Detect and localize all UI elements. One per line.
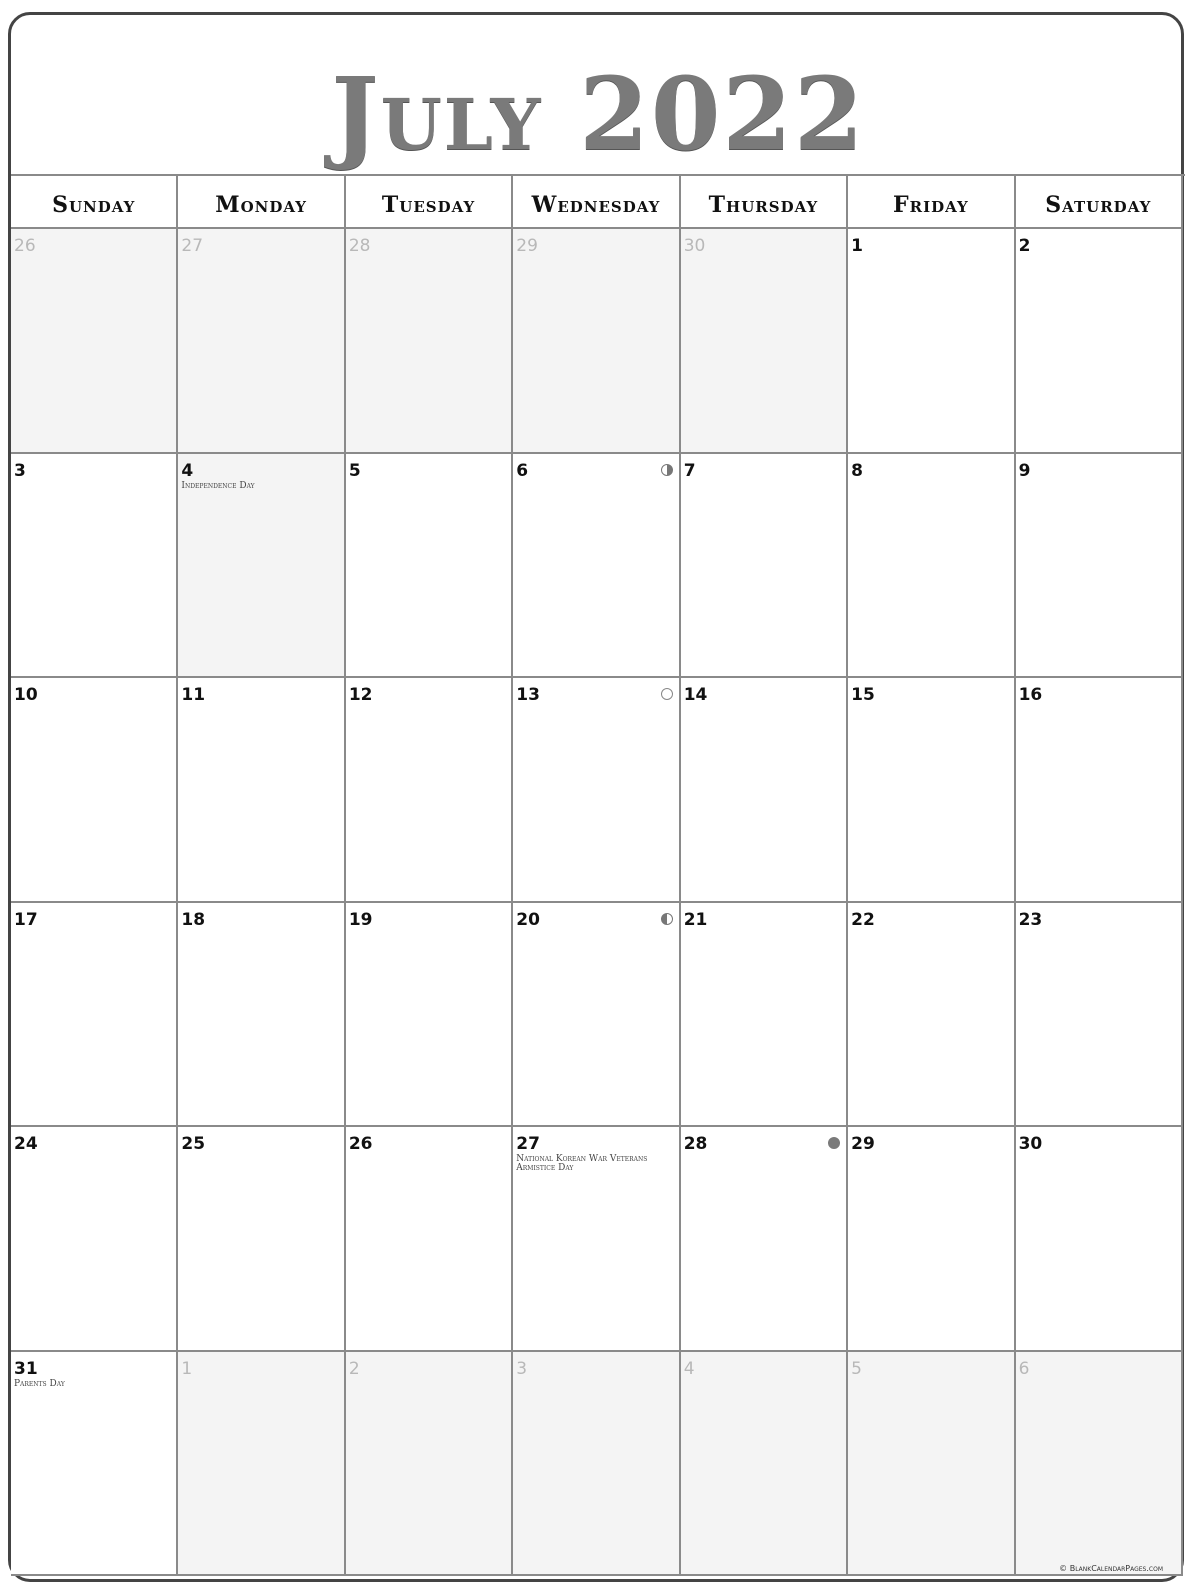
day-number: 19	[348, 909, 373, 930]
day-number: 26	[14, 236, 36, 256]
day-number: 26	[348, 1134, 373, 1154]
day-number: 6	[1018, 1358, 1030, 1379]
calendar-title: July 2022	[331, 55, 866, 173]
adjacent-month-day-cell	[1016, 1352, 1183, 1577]
weekday-header: Friday	[848, 176, 1015, 229]
weekday-header: Tuesday	[346, 176, 513, 229]
adjacent-month-day-cell	[681, 229, 848, 454]
day-cell	[681, 454, 848, 679]
day-cell	[346, 454, 513, 679]
day-cell	[11, 454, 178, 679]
weekday-header: Sunday	[11, 176, 178, 229]
adjacent-month-day-cell	[346, 1352, 513, 1577]
adjacent-month-day-cell	[513, 229, 680, 454]
day-number: 1	[181, 1358, 193, 1379]
holiday-label: National Korean War Veterans Armistice Day	[516, 1154, 648, 1173]
day-number: 2	[348, 1358, 360, 1379]
day-number: 28	[683, 1134, 708, 1154]
moon-first-icon	[661, 464, 673, 476]
day-number: 7	[683, 460, 696, 481]
day-cell	[178, 678, 345, 903]
day-number: 16	[1018, 685, 1043, 705]
moon-last-icon	[661, 913, 673, 925]
day-number: 29	[851, 1134, 875, 1154]
day-cell	[848, 1127, 1015, 1352]
day-cell	[178, 454, 345, 679]
day-cell	[848, 229, 1015, 454]
day-number: 10	[14, 685, 38, 705]
adjacent-month-day-cell	[848, 1352, 1015, 1577]
day-number: 27	[516, 1134, 540, 1154]
day-number: 15	[851, 685, 875, 705]
day-cell	[11, 678, 178, 903]
day-number: 22	[851, 909, 875, 930]
copyright-text: © BlankCalendarPages.com	[1059, 1564, 1163, 1573]
calendar-grid	[11, 176, 1183, 1576]
adjacent-month-day-cell	[11, 229, 178, 454]
day-cell	[513, 1127, 680, 1352]
day-number: 21	[683, 909, 708, 930]
day-cell	[513, 454, 680, 679]
day-number: 14	[683, 685, 708, 705]
day-number: 20	[516, 909, 540, 930]
day-number: 31	[14, 1358, 38, 1379]
day-number: 30	[1018, 1134, 1043, 1154]
day-cell	[513, 903, 680, 1128]
day-cell	[346, 678, 513, 903]
day-number: 4	[181, 460, 194, 481]
day-number: 5	[348, 460, 361, 481]
adjacent-month-day-cell	[681, 1352, 848, 1577]
day-number: 18	[181, 909, 206, 930]
day-cell	[848, 454, 1015, 679]
day-cell	[178, 903, 345, 1128]
day-number: 3	[14, 460, 26, 481]
day-number: 13	[516, 685, 540, 705]
day-cell	[178, 1127, 345, 1352]
day-cell	[681, 678, 848, 903]
day-cell	[513, 678, 680, 903]
day-number: 11	[181, 685, 206, 705]
day-number: 2	[1018, 236, 1031, 256]
day-number: 1	[851, 236, 863, 256]
day-number: 30	[683, 236, 706, 256]
day-number: 8	[851, 460, 863, 481]
weekday-header: Saturday	[1016, 176, 1183, 229]
day-number: 5	[851, 1358, 862, 1379]
day-cell	[1016, 1127, 1183, 1352]
adjacent-month-day-cell	[178, 1352, 345, 1577]
moon-new-icon	[828, 1137, 840, 1149]
day-number: 23	[1018, 909, 1043, 930]
day-cell	[1016, 678, 1183, 903]
day-cell	[1016, 903, 1183, 1128]
weekday-header: Monday	[178, 176, 345, 229]
holiday-label: Parents Day	[14, 1378, 65, 1389]
day-number: 27	[181, 236, 204, 256]
day-number: 24	[14, 1134, 38, 1154]
day-cell	[1016, 454, 1183, 679]
day-cell	[848, 678, 1015, 903]
adjacent-month-day-cell	[178, 229, 345, 454]
day-cell	[11, 1127, 178, 1352]
day-cell	[681, 1127, 848, 1352]
day-cell	[681, 903, 848, 1128]
day-number: 25	[181, 1134, 206, 1154]
day-number: 3	[516, 1358, 528, 1379]
moon-full-icon	[661, 688, 673, 700]
holiday-label: Independence Day	[181, 480, 255, 491]
day-number: 29	[516, 236, 538, 256]
day-number: 12	[348, 685, 373, 705]
day-number: 6	[516, 460, 529, 481]
day-number: 9	[1018, 460, 1031, 481]
day-cell	[346, 1127, 513, 1352]
adjacent-month-day-cell	[346, 229, 513, 454]
day-cell	[11, 903, 178, 1128]
day-cell	[11, 1352, 178, 1577]
adjacent-month-day-cell	[513, 1352, 680, 1577]
weekday-header: Wednesday	[513, 176, 680, 229]
day-cell	[848, 903, 1015, 1128]
day-number: 4	[683, 1358, 695, 1379]
day-cell	[1016, 229, 1183, 454]
day-number: 28	[348, 236, 371, 256]
weekday-header: Thursday	[681, 176, 848, 229]
day-cell	[346, 903, 513, 1128]
day-number: 17	[14, 909, 38, 930]
